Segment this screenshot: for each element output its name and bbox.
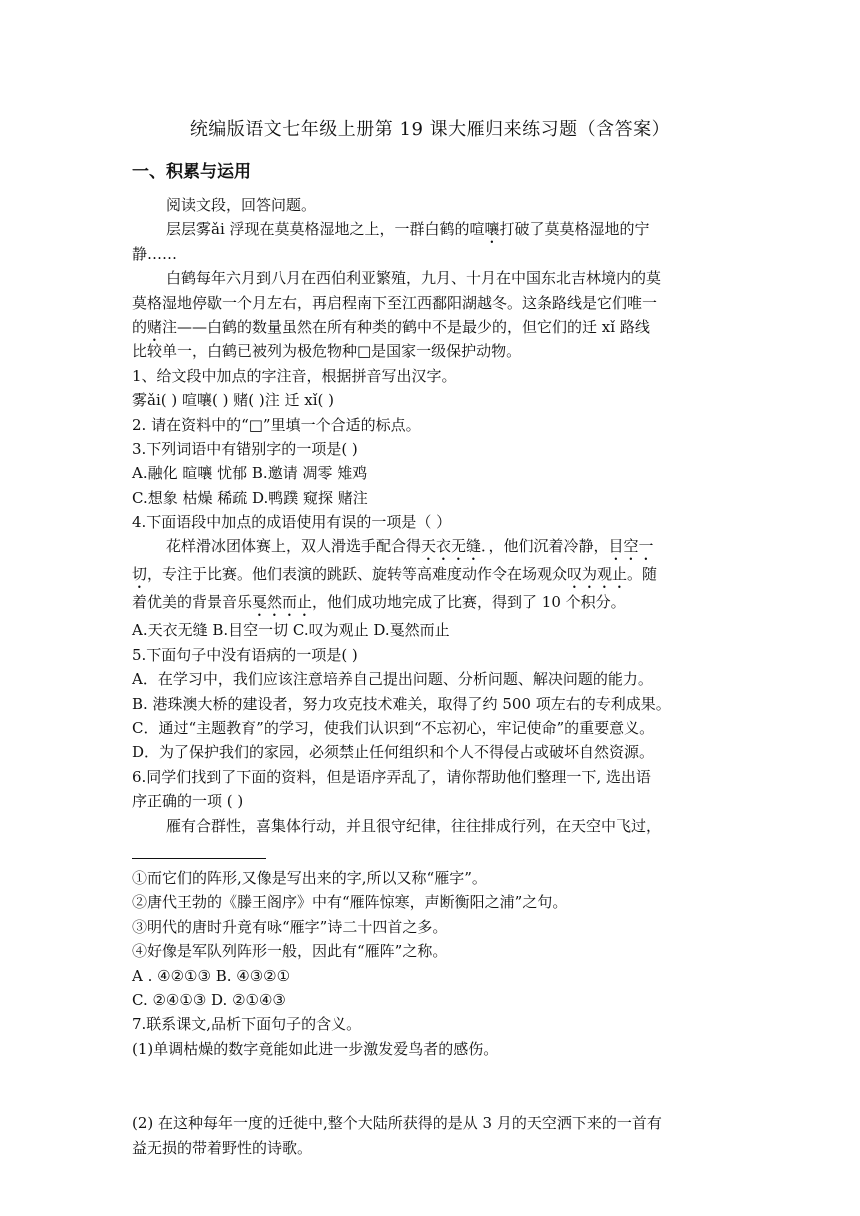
question-4-passage-line: 切，专注于比赛。他们表演的跳跃、旋转等高难度动作令在场观众叹为观止。随 <box>132 565 658 584</box>
sentence-1: ①而它们的阵形,又像是写出来的字,所以又称“雁字”。 <box>132 868 487 887</box>
question-6-stem: 6.同学们找到了下面的资料，但是语序弄乱了，请你帮助他们整理一下, 选出语 <box>132 767 651 786</box>
document-title: 统编版语文七年级上册第 19 课大雁归来练习题（含答案） <box>189 119 671 140</box>
dotted-idiom: 切 <box>132 565 148 584</box>
sentence-2: ②唐代王勃的《滕王阁序》中有“雁阵惊寒，声断衡阳之浦”之句。 <box>132 893 568 912</box>
sentence-3: ③明代的唐时升竟有咏“雁字”诗二十四首之多。 <box>132 917 448 936</box>
intro-text: 阅读文段，回答问题。 <box>166 196 317 214</box>
question-6-stem: 序正确的一项 ( ) <box>132 792 244 811</box>
passage-line: 层层雾ǎi 浮现在莫莫格湿地之上，一群白鹤的喧嚷打破了莫莫格湿地的宁 <box>166 220 650 239</box>
question-4-options: A.天衣无缝 B.目空一切 C.叹为观止 D.戛然而止 <box>132 621 450 640</box>
question-2-stem: 2. 请在资料中的“□”里填一个合适的标点。 <box>132 415 421 434</box>
question-5-option-b: B. 港珠澳大桥的建设者，努力攻克技术难关，取得了约 500 项左右的专利成果。 <box>132 694 671 713</box>
question-6-options-row2: C. ②④①③ D. ②①④③ <box>132 990 286 1009</box>
dotted-char: 赌 <box>147 317 163 336</box>
question-5-stem: 5.下面句子中没有语病的一项是( ) <box>132 645 358 664</box>
question-7-sentence-1: (1)单调枯燥的数字竟能如此进一步激发爱鸟者的感伤。 <box>132 1039 499 1058</box>
dotted-idiom: 目空一 <box>608 537 654 556</box>
answer-blank-line <box>132 842 732 866</box>
document-body <box>132 193 732 1160</box>
question-7-sentence-2-cont: 益无损的带着野性的诗歌。 <box>132 1138 313 1157</box>
question-3-options-row1: A.融化 暄嚷 忧郁 B.邀请 凋零 雉鸡 <box>132 464 368 483</box>
question-1-stem: 1、给文段中加点的字注音，根据拼音写出汉字。 <box>132 366 457 385</box>
passage-line: 静…… <box>132 244 178 263</box>
passage-line: 莫格湿地停歇一个月左右，再启程南下至江西鄱阳湖越冬。这条路线是它们唯一 <box>132 293 658 312</box>
blank-rule <box>132 844 266 859</box>
dotted-idiom: 戛然而止 <box>252 593 313 612</box>
question-5-option-d: D．为了保护我们的家园，必须禁止任何组织和个人不得侵占或破坏自然资源。 <box>132 743 655 762</box>
question-7-stem: 7.联系课文,品析下面句子的含义。 <box>132 1015 362 1034</box>
question-3-stem: 3.下列词语中有错别字的一项是( ) <box>132 439 358 458</box>
question-4-stem: 4.下面语段中加点的成语使用有误的一项是（ ） <box>132 513 452 532</box>
question-6-options-row1: A . ④②①③ B. ④③②① <box>132 966 291 985</box>
question-4-passage-line: 着优美的背景音乐戛然而止，他们成功地完成了比赛，得到了 10 个积分。 <box>132 593 626 612</box>
question-3-options-row2: C.想象 枯燥 稀疏 D.鸭蹼 窥探 赌注 <box>132 488 368 507</box>
question-6-lead: 雁有合群性，喜集体行动，并且很守纪律，往往排成行列，在天空中飞过， <box>166 816 662 835</box>
question-7-sentence-2: (2) 在这种每年一度的迁徙中,整个大陆所获得的是从 3 月的天空洒下来的一首有 <box>132 1114 662 1133</box>
sentence-4: ④好像是军队列阵形一般，因此有“雁阵”之称。 <box>132 942 448 961</box>
passage-line: 比较单一，白鹤已被列为极危物种□是国家一级保护动物。 <box>132 342 522 361</box>
question-4-passage-line: 花样滑冰团体赛上，双人滑选手配合得天衣无缝．，他们沉着冷静，目空一 <box>166 537 654 556</box>
passage-line: 的赌注——白鹤的数量虽然在所有种类的鹤中不是最少的，但它们的迁 xǐ 路线 <box>132 317 650 336</box>
section-heading: 一、积累与运用 <box>132 162 251 182</box>
passage-line: 白鹤每年六月到八月在西伯利亚繁殖，九月、十月在中国东北吉林境内的莫 <box>166 269 662 288</box>
answer-space <box>132 1061 732 1111</box>
dotted-char: 嚷 <box>484 220 500 239</box>
dotted-idiom: 叹为观止 <box>567 565 628 584</box>
question-5-option-a: A．在学习中，我们应该注意培养自己提出问题、分析问题、解决问题的能力。 <box>132 670 653 689</box>
question-1-answers: 雾ǎi( ) 喧嚷( ) 赌( )注 迁 xǐ( ) <box>132 391 334 410</box>
dotted-idiom: 天衣无缝 <box>421 537 482 556</box>
question-5-option-c: C．通过“主题教育”的学习，使我们认识到“不忘初心，牢记使命”的重要意义。 <box>132 719 655 738</box>
